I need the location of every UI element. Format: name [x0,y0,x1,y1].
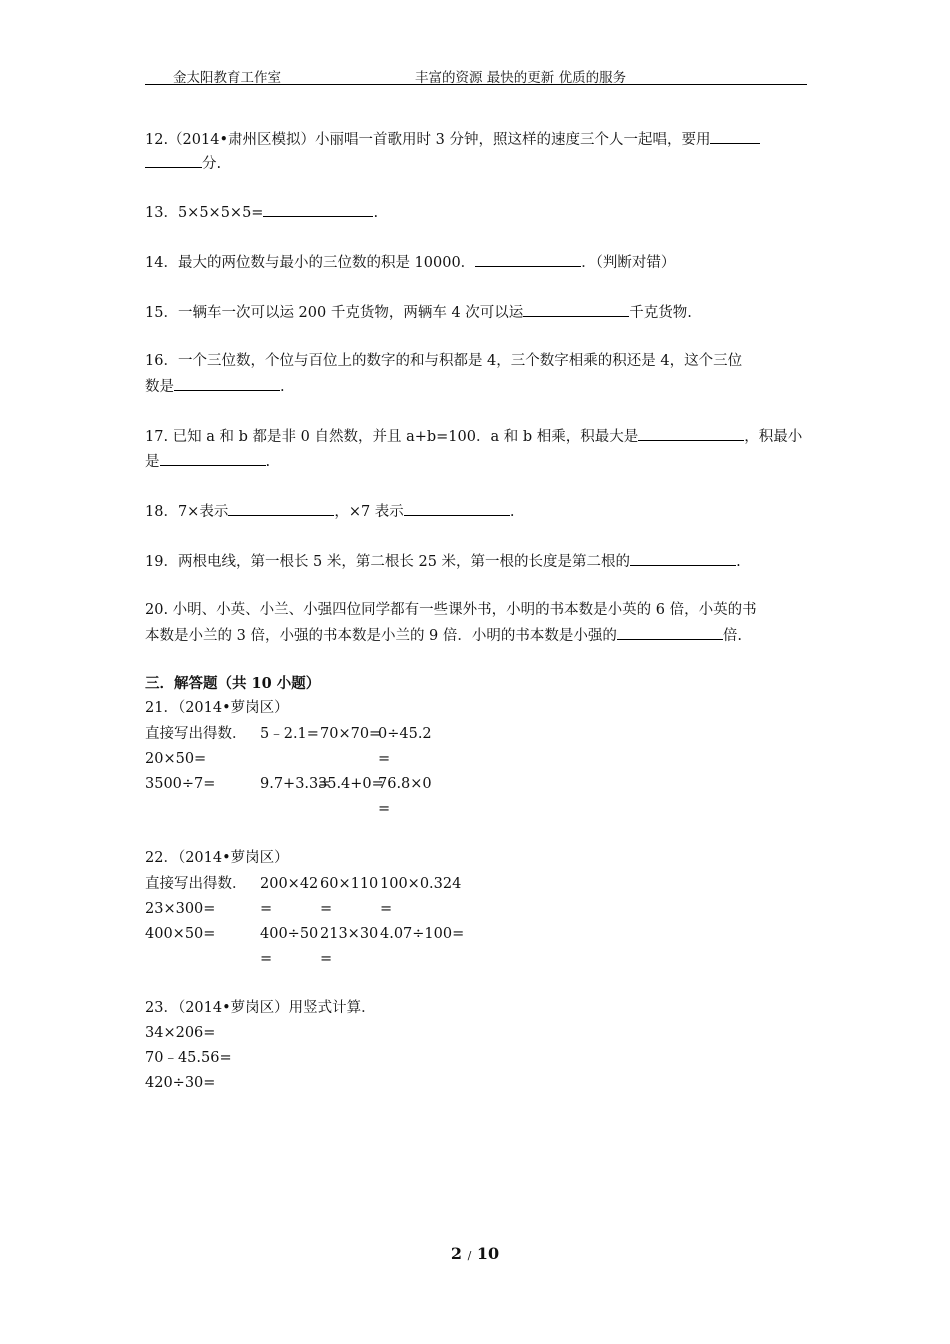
q17-line1: 17. 已知 a 和 b 都是非 0 自然数，并且 a+b=100．a 和 b 相乘，积最大是 ，积最小 [145,425,802,447]
q21-d: 20×50= [145,751,207,767]
q21-c-eq: = [378,751,391,767]
header-right: 丰富的资源 最快的更新 优质的服务 [415,70,627,86]
answer-blank[interactable] [523,301,629,317]
answer-blank[interactable] [710,128,760,144]
q19: 19．两根电线，第一根长 5 米，第二根长 25 米，第一根的长度是第二根的 . [145,550,741,572]
q21-g: 35.4+0= [318,776,384,792]
q21-h-eq: = [378,801,391,817]
q21-h: 76.8×0 [378,776,432,792]
q21-e: 3500÷7= [145,776,216,792]
q13: 13．5×5×5×5= . [145,201,378,223]
q22-f: 400÷50 [260,926,319,942]
q23-item: 70﹣45.56= [145,1050,232,1066]
q16-line2: 数是 . [145,375,285,397]
q20-line1: 20. 小明、小英、小兰、小强四位同学都有一些课外书，小明的书本数是小英的 6 倍，小英的书 [145,602,757,618]
q21-head: 21．（2014•萝岗区） [145,700,289,716]
q22-a: 200×42 [260,876,319,892]
q23-head: 23．（2014•萝岗区）用竖式计算． [145,1000,376,1016]
q21-c: 0÷45.2 [378,726,432,742]
q21-f: 9.7+3.3= [260,776,331,792]
q21-a: 5﹣2.1= [260,726,319,742]
q22-g: 213×30 [320,926,379,942]
answer-blank[interactable] [404,500,510,516]
answer-blank[interactable] [228,500,334,516]
q21-intro: 直接写出得数． [145,726,247,742]
q21-b: 70×70= [320,726,382,742]
q17-line2: 是 . [145,450,270,472]
q22-c: 100×0.324 [380,876,462,892]
page-header [145,66,807,85]
answer-blank[interactable] [630,550,736,566]
q16-line1: 16．一个三位数，个位与百位上的数字的和与积都是 4，三个数字相乘的积还是 4，这个三位 [145,353,743,369]
q22-h: 4.07÷100= [380,926,465,942]
page-number: 2 / 10 [450,1244,500,1263]
q23-item: 34×206= [145,1025,216,1041]
answer-blank[interactable] [638,425,744,441]
answer-blank[interactable] [174,375,280,391]
q18: 18．7×表示 ，×7 表示 . [145,500,514,522]
answer-blank[interactable] [145,152,202,168]
q20-line2: 本数是小兰的 3 倍，小强的书本数是小兰的 9 倍．小明的书本数是小强的 倍. [145,624,742,646]
q22-intro: 直接写出得数． [145,876,247,892]
answer-blank[interactable] [475,251,581,267]
q12-line2: 分. [145,152,221,174]
q22-f-eq: = [260,951,273,967]
q22-head: 22．（2014•萝岗区） [145,850,289,866]
q22-b: 60×110 [320,876,379,892]
q22-a-eq: = [260,901,273,917]
q22-e: 400×50= [145,926,216,942]
section-title: 三．解答题（共 10 小题） [145,675,321,692]
answer-blank[interactable] [617,624,723,640]
q22-g-eq: = [320,951,333,967]
q22-d: 23×300= [145,901,216,917]
answer-blank[interactable] [263,201,373,217]
q14: 14．最大的两位数与最小的三位数的积是 10000． ．（判断对错） [145,251,675,273]
answer-blank[interactable] [160,450,266,466]
q12-line1: 12.（2014•肃州区模拟）小丽唱一首歌用时 3 分钟，照这样的速度三个人一起唱，要用 [145,128,760,150]
q15: 15．一辆车一次可以运 200 千克货物，两辆车 4 次可以运 千克货物. [145,301,692,323]
q23-item: 420÷30= [145,1075,216,1091]
q22-c-eq: = [380,901,393,917]
header-left: 金太阳教育工作室 [173,70,281,86]
q22-b-eq: = [320,901,333,917]
